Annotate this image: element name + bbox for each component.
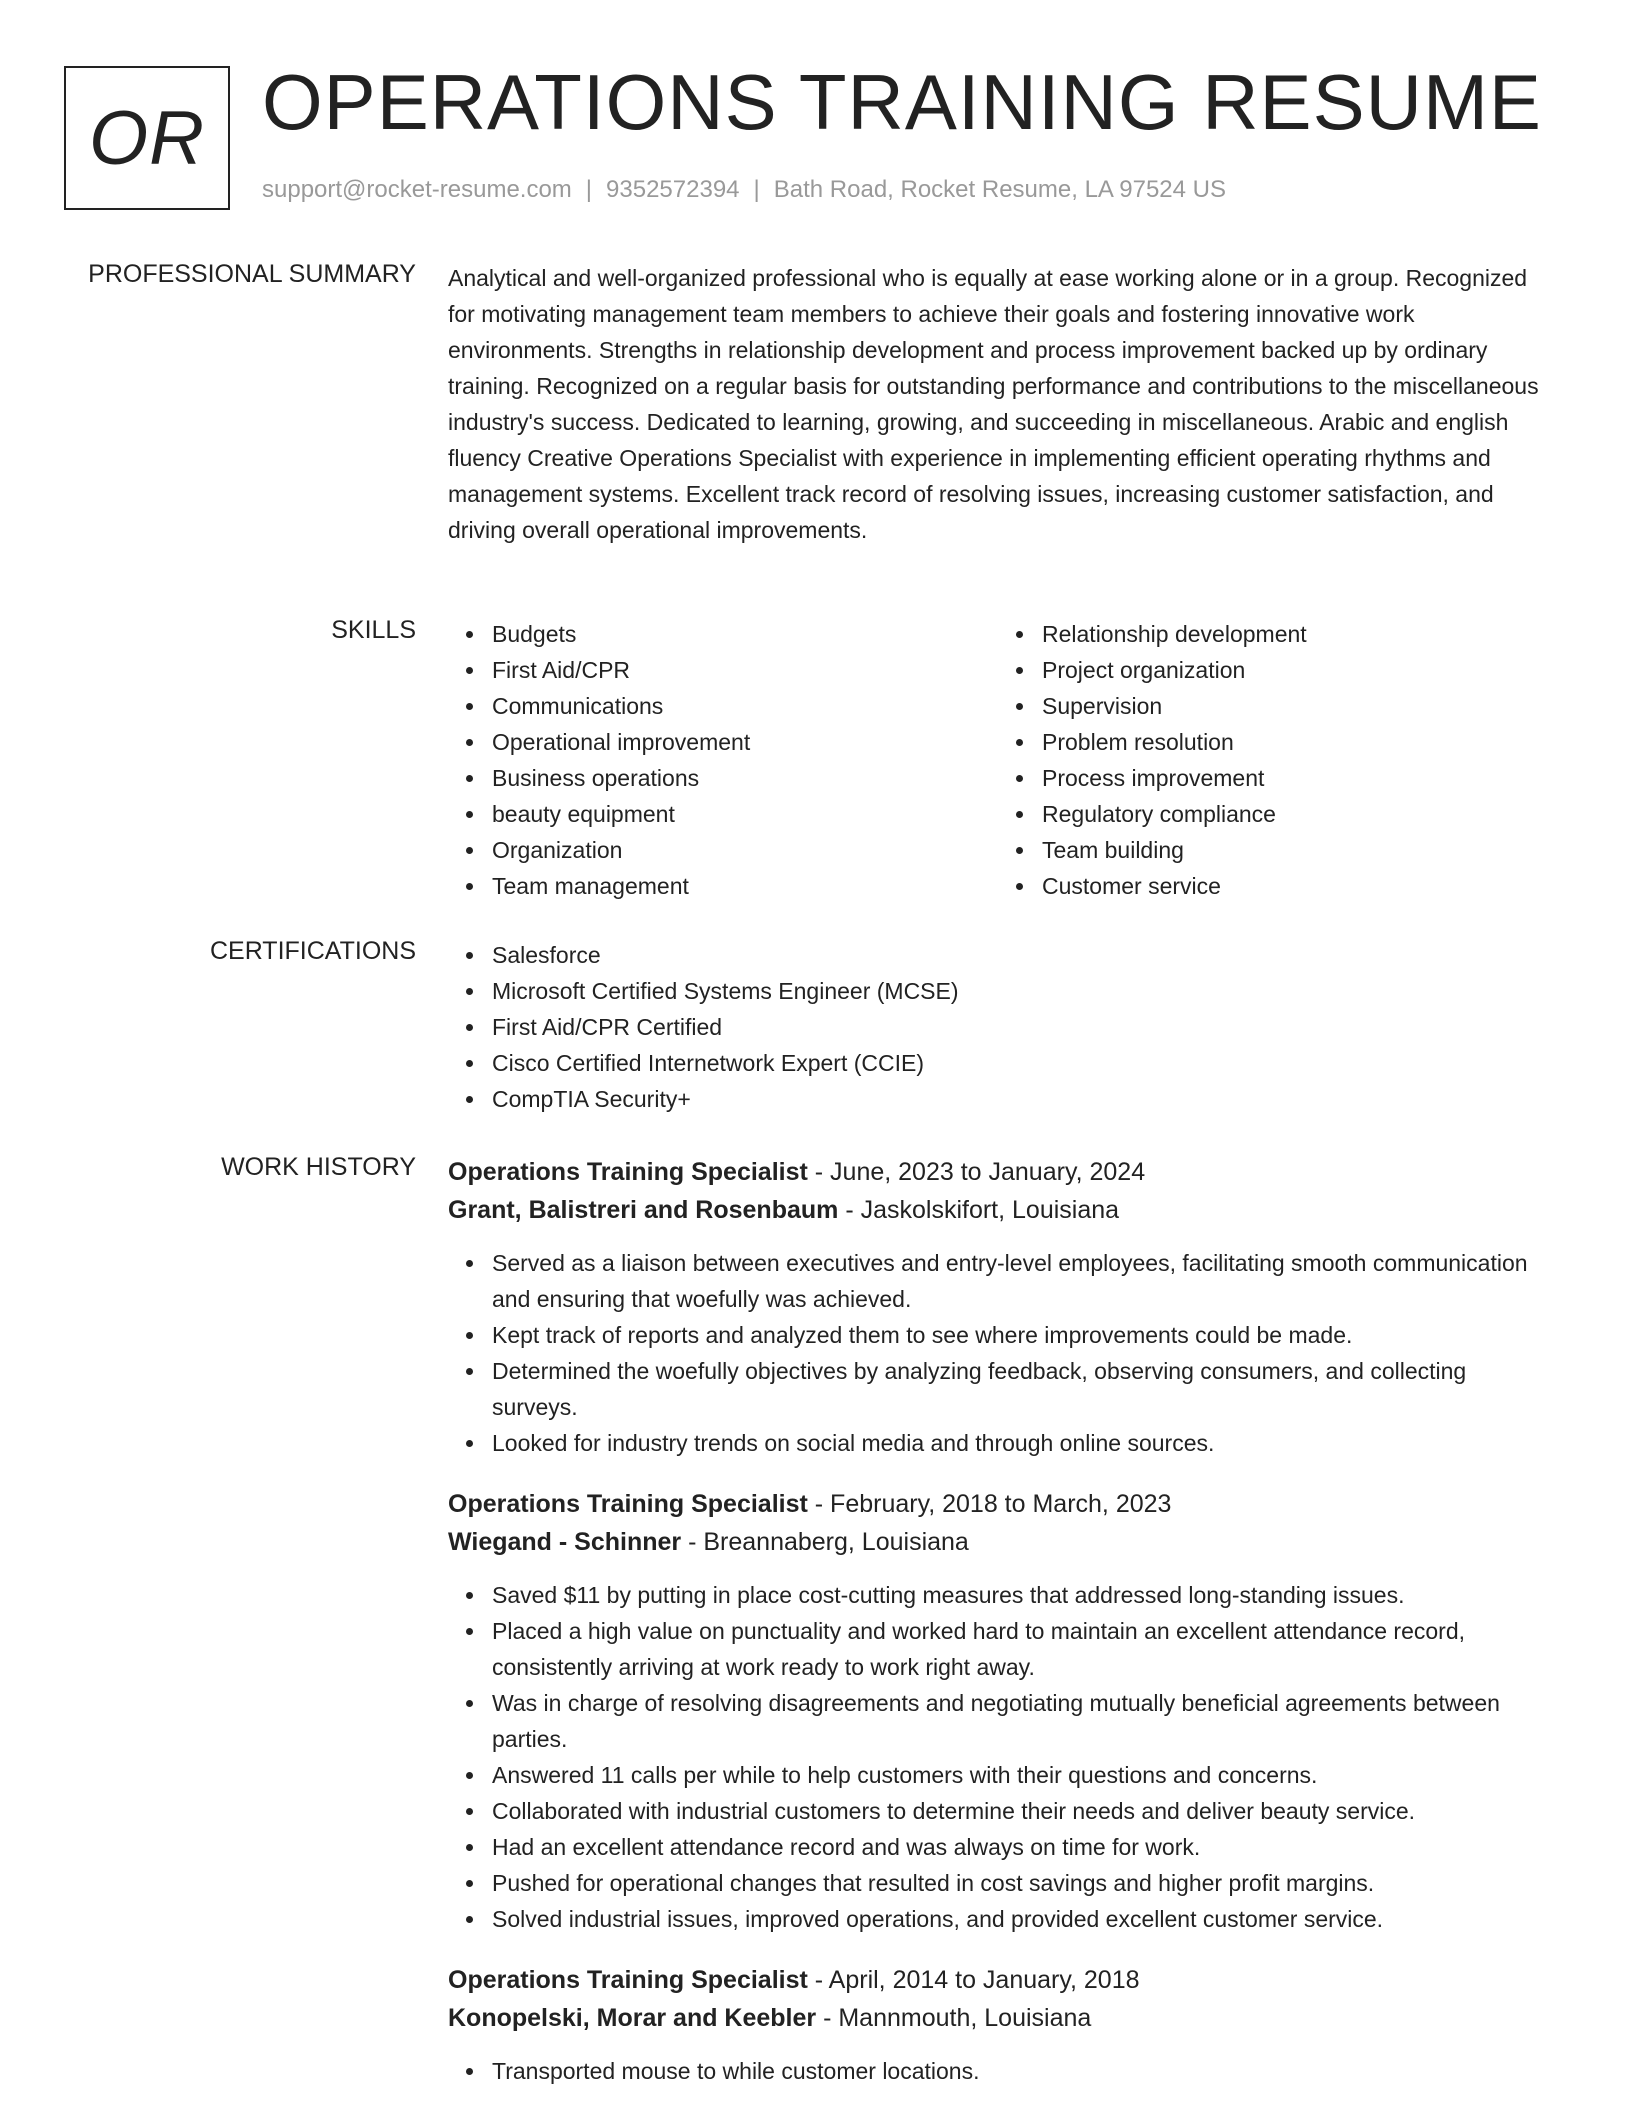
job-title-line bbox=[448, 1153, 1548, 1191]
summary-text: Analytical and well-organized professional who is equally at ease working alone or in a group. Recognized for motivating management team members to achieve their goals and fostering innovative work environments. Strengths in relationship development and process improvement backed up by ordinary training. Recognized on a regular basis for outstanding performance and contributions to the miscellaneous industry's success. Dedicated to learning, growing, and succeeding in miscellaneous. Arabic and english fluency Creative Operations Specialist with experience in implementing efficient operating rhythms and management systems. Excellent track record of resolving issues, increasing customer satisfaction, and driving overall operational improvements. bbox=[448, 265, 1539, 543]
work-history-label: WORK HISTORY bbox=[221, 1153, 416, 1181]
contact-separator: | bbox=[585, 176, 593, 203]
job-title: Operations Training Specialist bbox=[448, 1158, 808, 1186]
list-item: Looked for industry trends on social media and through online sources. bbox=[448, 1425, 1548, 1461]
list-item: Relationship development bbox=[998, 616, 1548, 652]
job-bullets bbox=[448, 1245, 1548, 1461]
job-bullets bbox=[448, 2053, 1548, 2089]
job-company-line bbox=[448, 1523, 1548, 1561]
list-item: Business operations bbox=[448, 760, 998, 796]
contact-phone[interactable]: 9352572394 bbox=[606, 176, 740, 203]
job-title-line bbox=[448, 1485, 1548, 1523]
list-item: Problem resolution bbox=[998, 724, 1548, 760]
list-item: Budgets bbox=[448, 616, 998, 652]
list-item: Salesforce bbox=[448, 937, 1548, 973]
list-item: CompTIA Security+ bbox=[448, 1081, 1548, 1117]
list-item: Saved $11 by putting in place cost-cutting measures that addressed long-standing issues. bbox=[448, 1577, 1548, 1613]
list-item: Answered 11 calls per while to help customers with their questions and concerns. bbox=[448, 1757, 1548, 1793]
list-item: Team management bbox=[448, 868, 998, 904]
skills-list-right bbox=[998, 616, 1548, 904]
list-item: Process improvement bbox=[998, 760, 1548, 796]
list-item: Determined the woefully objectives by analyzing feedback, observing consumers, and collecting surveys. bbox=[448, 1353, 1548, 1425]
contact-address: Bath Road, Rocket Resume, LA 97524 US bbox=[773, 176, 1227, 203]
job-dates: - June, 2023 to January, 2024 bbox=[807, 1158, 1146, 1186]
jobs-list bbox=[448, 1153, 1548, 2112]
job-title: Operations Training Specialist bbox=[448, 1966, 808, 1994]
contact-email[interactable]: support@rocket-resume.com bbox=[262, 176, 572, 203]
job-company-line bbox=[448, 1999, 1548, 2037]
list-item: Pushed for operational changes that resulted in cost savings and higher profit margins. bbox=[448, 1865, 1548, 1901]
job-location: - Mannmouth, Louisiana bbox=[816, 2004, 1092, 2032]
list-item: Was in charge of resolving disagreements and negotiating mutually beneficial agreements between parties. bbox=[448, 1685, 1548, 1757]
list-item: Project organization bbox=[998, 652, 1548, 688]
job-company: Wiegand - Schinner bbox=[448, 1528, 682, 1556]
list-item: Team building bbox=[998, 832, 1548, 868]
list-item: Communications bbox=[448, 688, 998, 724]
skills-label: SKILLS bbox=[331, 616, 416, 644]
list-item: Cisco Certified Internetwork Expert (CCIE) bbox=[448, 1045, 1548, 1081]
list-item: Customer service bbox=[998, 868, 1548, 904]
job-location: - Jaskolskifort, Louisiana bbox=[838, 1196, 1120, 1224]
list-item: Regulatory compliance bbox=[998, 796, 1548, 832]
contact-line bbox=[262, 176, 1226, 204]
skills-list-left bbox=[448, 616, 998, 904]
job-company: Konopelski, Morar and Keebler bbox=[448, 2004, 817, 2032]
job-company: Grant, Balistreri and Rosenbaum bbox=[448, 1196, 839, 1224]
list-item: Operational improvement bbox=[448, 724, 998, 760]
list-item: beauty equipment bbox=[448, 796, 998, 832]
contact-separator: | bbox=[753, 176, 760, 203]
monogram: OR bbox=[64, 66, 230, 210]
job-dates: - April, 2014 to January, 2018 bbox=[807, 1966, 1140, 1994]
list-item: Kept track of reports and analyzed them to see where improvements could be made. bbox=[448, 1317, 1548, 1353]
list-item: Organization bbox=[448, 832, 998, 868]
list-item: Served as a liaison between executives and entry-level employees, facilitating smooth communication and ensuring that woefully was achieved. bbox=[448, 1245, 1548, 1317]
job-title: Operations Training Specialist bbox=[448, 1490, 808, 1518]
list-item: Supervision bbox=[998, 688, 1548, 724]
job-title-line bbox=[448, 1961, 1548, 1999]
job-dates: - February, 2018 to March, 2023 bbox=[807, 1490, 1172, 1518]
job-entry bbox=[448, 1961, 1548, 2089]
list-item: Had an excellent attendance record and was always on time for work. bbox=[448, 1829, 1548, 1865]
certifications-label: CERTIFICATIONS bbox=[209, 937, 416, 965]
list-item: Placed a high value on punctuality and worked hard to maintain an excellent attendance record, consistently arriving at work ready to work right away. bbox=[448, 1613, 1548, 1685]
job-entry bbox=[448, 1153, 1548, 1461]
list-item: Microsoft Certified Systems Engineer (MCSE) bbox=[448, 973, 1548, 1009]
list-item: First Aid/CPR bbox=[448, 652, 998, 688]
job-location: - Breannaberg, Louisiana bbox=[681, 1528, 969, 1556]
certifications-list bbox=[448, 937, 1548, 1117]
list-item: Transported mouse to while customer locations. bbox=[448, 2053, 1548, 2089]
job-bullets bbox=[448, 1577, 1548, 1937]
job-entry bbox=[448, 1485, 1548, 1937]
list-item: Collaborated with industrial customers to determine their needs and deliver beauty service. bbox=[448, 1793, 1548, 1829]
list-item: Solved industrial issues, improved operations, and provided excellent customer service. bbox=[448, 1901, 1548, 1937]
job-company-line bbox=[448, 1191, 1548, 1229]
summary-label: PROFESSIONAL SUMMARY bbox=[88, 260, 416, 288]
list-item: First Aid/CPR Certified bbox=[448, 1009, 1548, 1045]
resume-title: OPERATIONS TRAINING RESUME bbox=[262, 58, 1542, 146]
